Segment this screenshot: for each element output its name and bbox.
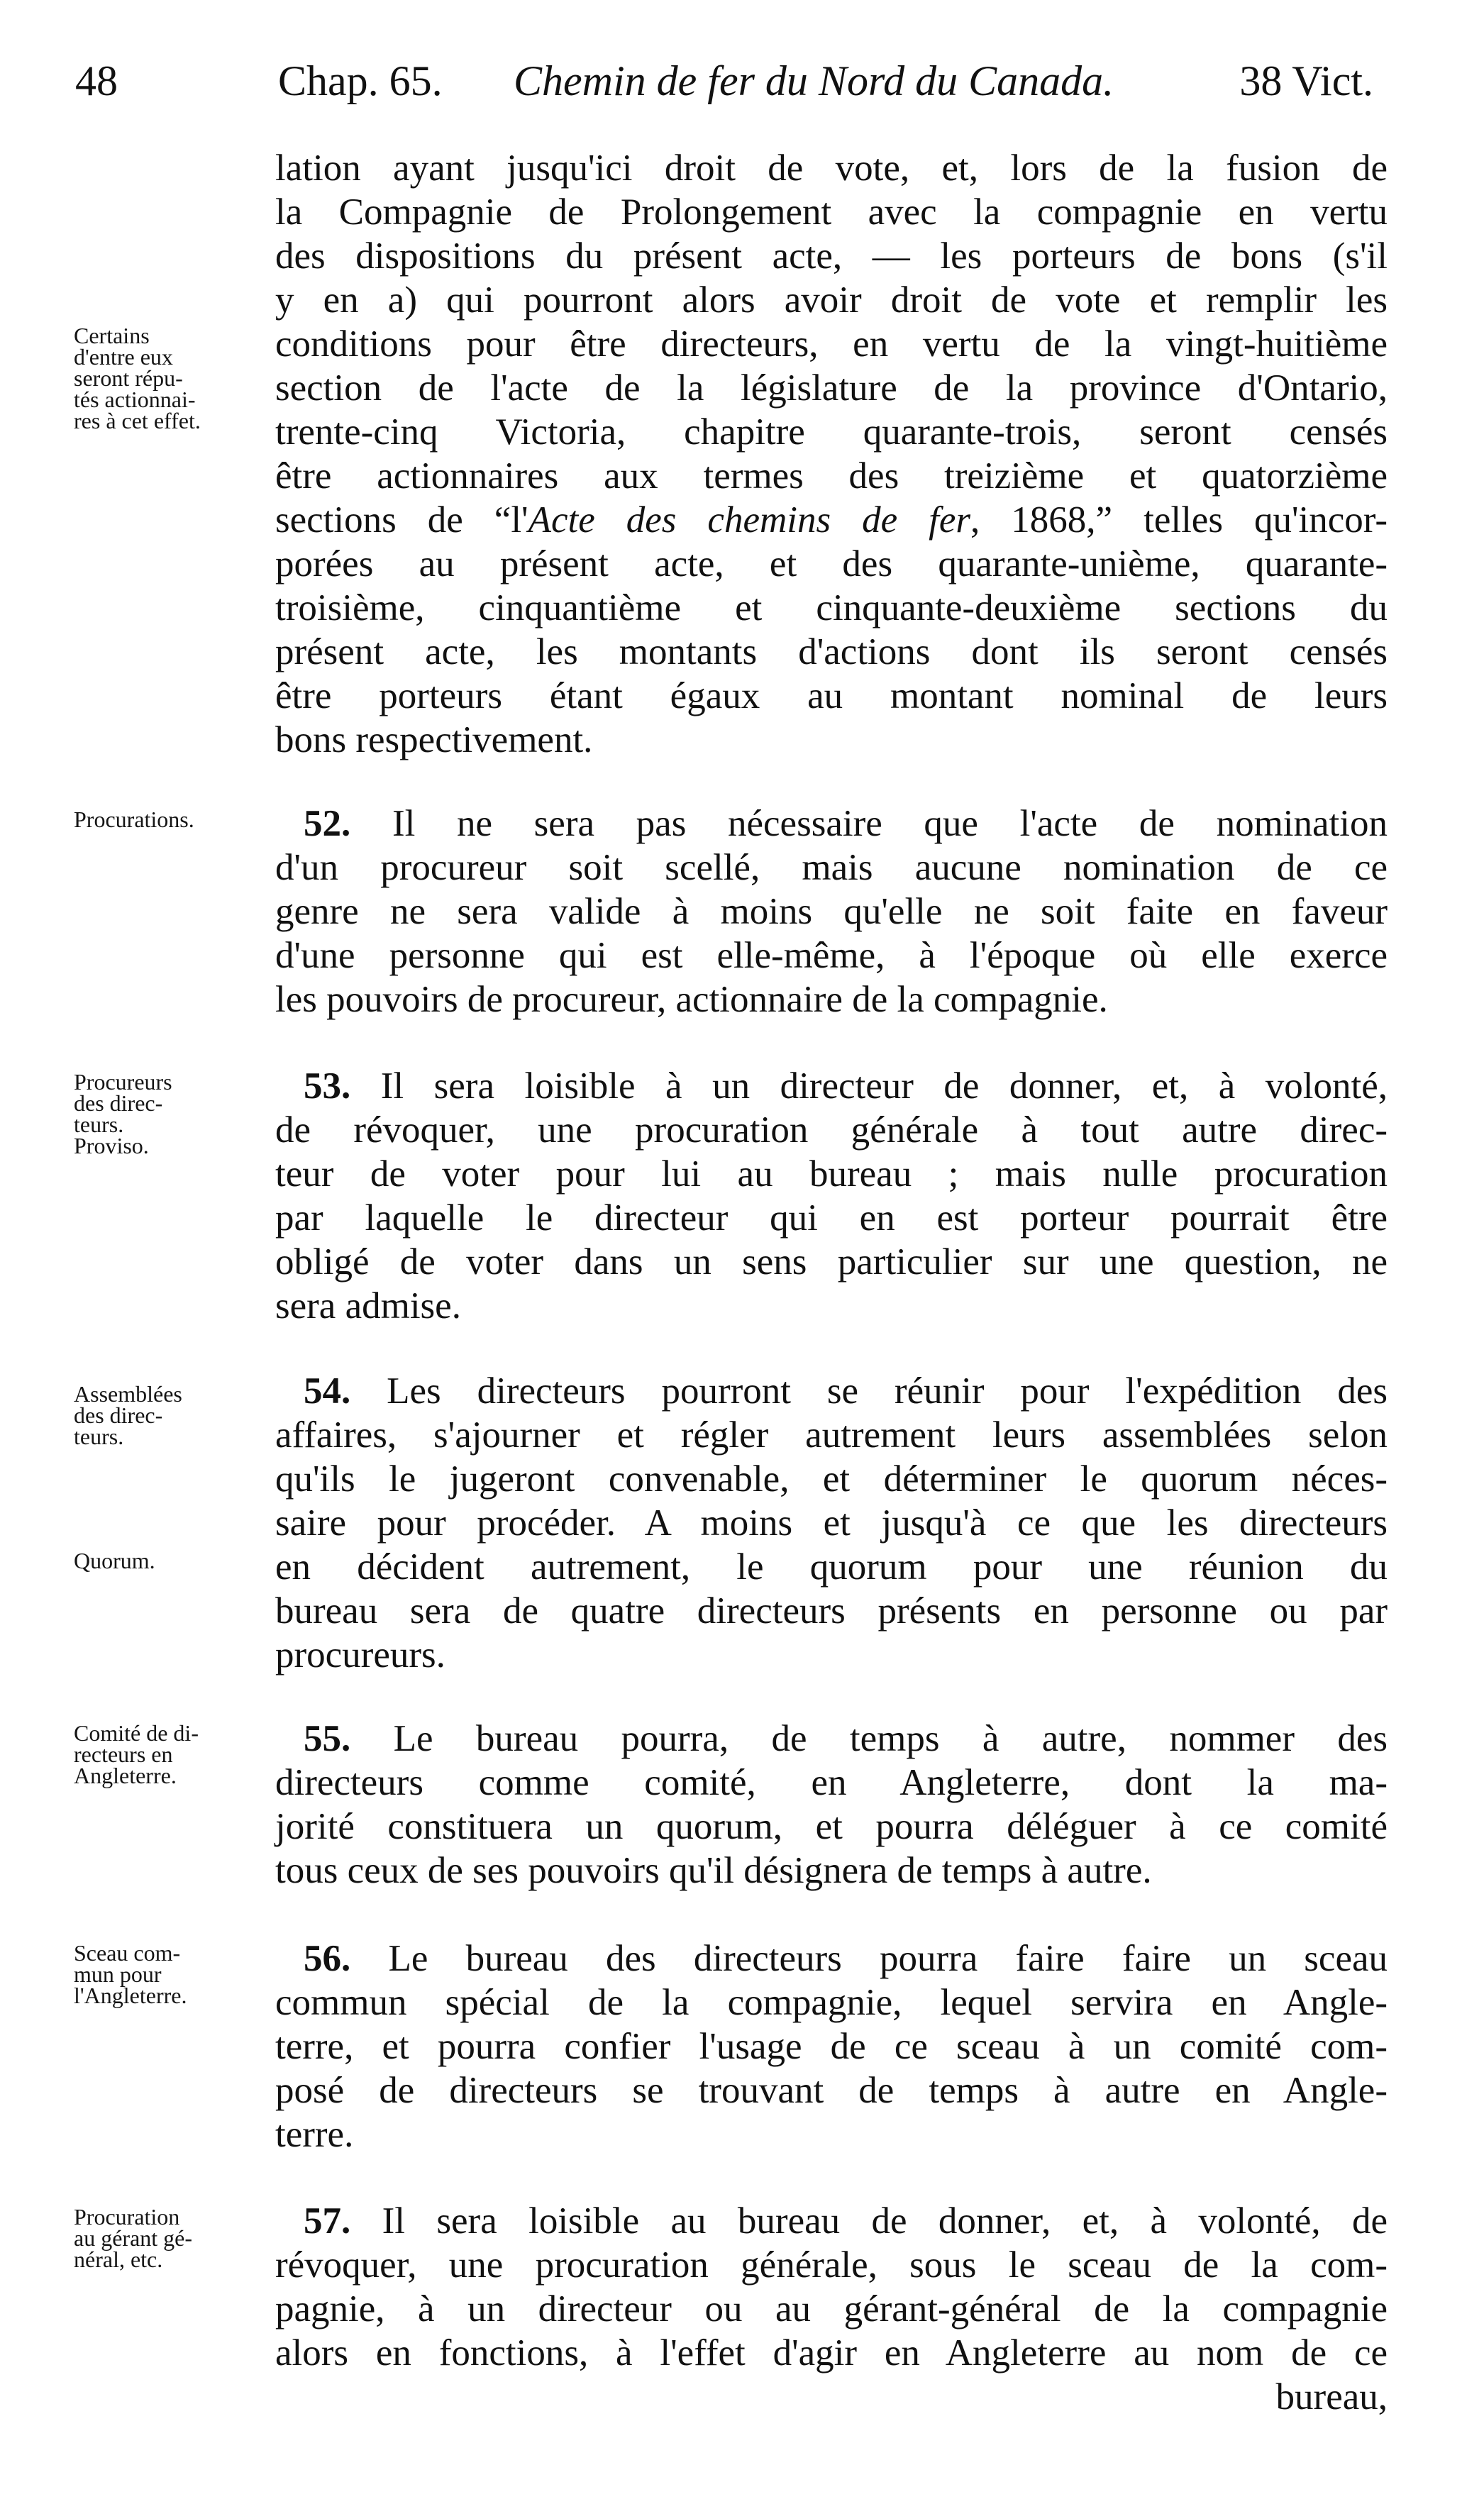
section-53-text <box>275 1064 1388 1328</box>
text-line: tous ceux de ses pouvoirs qu'il désignera de temps à autre. <box>275 1850 1152 1891</box>
margin-note-line: res à cet effet. <box>74 408 201 433</box>
section-number: 56. <box>304 1938 351 1979</box>
text-line: section de l'acte de la législature de la province d'Ontario, <box>275 367 1388 409</box>
text-line: conditions pour être directeurs, en vertu de la vingt-huitième <box>275 323 1388 365</box>
text-line: genre ne sera valide à moins qu'elle ne soit faite en faveur <box>275 891 1388 932</box>
text-line: d'une personne qui est elle-même, à l'époque où elle exerce <box>275 935 1388 976</box>
margin-note-line: l'Angleterre. <box>74 1983 187 2008</box>
text-line: trente-cinq Victoria, chapitre quarante-trois, seront censés <box>275 411 1388 453</box>
text-line <box>275 1937 1388 1981</box>
text-line <box>275 802 1388 846</box>
text-line: bons respectivement. <box>275 719 593 760</box>
section-number: 54. <box>304 1370 351 1412</box>
text-segment: Il sera loisible au bureau de donner, et, à volonté, de <box>382 2200 1388 2242</box>
text-line: troisième, cinquantième et cinquante-deuxième sections du <box>275 587 1388 628</box>
margin-note-line: Quorum. <box>74 1548 155 1573</box>
text-line <box>275 1369 1388 1413</box>
margin-note-line: Angleterre. <box>74 1763 177 1788</box>
margin-note-line: teurs. <box>74 1424 124 1449</box>
margin-note-line: seront répu- <box>74 365 183 391</box>
text-line: en décident autrement, le quorum pour une réunion du <box>275 1546 1388 1588</box>
margin-note-line: mun pour <box>74 1961 162 1987</box>
text-line: lation ayant jusqu'ici droit de vote, et, lors de la fusion de <box>275 148 1388 189</box>
text-line: pagnie, à un directeur ou au gérant-général de la compagnie <box>275 2288 1388 2330</box>
margin-note <box>74 1722 279 1786</box>
text-segment: , 1868,” telles qu'incor- <box>970 499 1388 541</box>
act-title: Acte des chemins de fer <box>528 499 971 541</box>
margin-note <box>74 325 279 431</box>
text-line <box>275 2199 1388 2243</box>
margin-note <box>74 2206 279 2270</box>
page-number: 48 <box>75 57 118 104</box>
text-line: procureurs. <box>275 1634 445 1676</box>
text-segment: sections de “l' <box>275 499 528 541</box>
text-line: y en a) qui pourront alors avoir droit de vote et remplir les <box>275 279 1388 321</box>
text-line: être actionnaires aux termes des treizième et quatorzième <box>275 455 1388 497</box>
margin-note-line: Procurations. <box>74 807 194 832</box>
header-title: Chemin de fer du Nord du Canada. <box>514 57 1114 104</box>
section-number: 55. <box>304 1718 351 1759</box>
text-line: être porteurs étant égaux au montant nominal de leurs <box>275 675 1388 716</box>
margin-note-line: teurs. <box>74 1112 124 1137</box>
text-line: saire pour procéder. A moins et jusqu'à ce que les directeurs <box>275 1502 1388 1544</box>
text-line: jorité constituera un quorum, et pourra déléguer à ce comité <box>275 1806 1388 1847</box>
margin-note <box>74 1383 279 1447</box>
text-line: porées au présent acte, et des quarante-unième, quarante- <box>275 543 1388 585</box>
text-line: posé de directeurs se trouvant de temps à autre en Angle- <box>275 2070 1388 2111</box>
text-segment: Le bureau pourra, de temps à autre, nommer des <box>393 1718 1388 1759</box>
section-number: 53. <box>304 1065 351 1107</box>
text-line: des dispositions du présent acte, — les porteurs de bons (s'il <box>275 236 1388 277</box>
margin-note <box>74 1550 279 1571</box>
text-line: les pouvoirs de procureur, actionnaire de la compagnie. <box>275 979 1108 1020</box>
text-line: la Compagnie de Prolongement avec la compagnie en vertu <box>275 192 1388 233</box>
text-line: teur de voter pour lui au bureau ; mais nulle procuration <box>275 1153 1388 1195</box>
margin-note-line: d'entre eux <box>74 344 173 370</box>
regnal-year: 38 Vict. <box>1239 57 1373 104</box>
margin-note-line: Assemblées <box>74 1381 182 1407</box>
margin-note-line: des direc- <box>74 1090 163 1116</box>
margin-note-line: recteurs en <box>74 1741 173 1767</box>
margin-note-line: des direc- <box>74 1402 163 1428</box>
text-line: alors en fonctions, à l'effet d'agir en Angleterre au nom de ce <box>275 2332 1388 2374</box>
section-number: 52. <box>304 803 351 844</box>
text-line: commun spécial de la compagnie, lequel servira en Angle- <box>275 1982 1388 2023</box>
margin-note-line: Procuration <box>74 2204 180 2230</box>
chapter-label: Chap. 65. <box>278 57 443 104</box>
text-line: terre. <box>275 2114 354 2155</box>
margin-note-line: Sceau com- <box>74 1940 181 1966</box>
text-segment: Il sera loisible à un directeur de donner, et, à volonté, <box>380 1065 1388 1107</box>
margin-note <box>74 1942 279 2006</box>
text-line: affaires, s'ajourner et régler autrement leurs assemblées selon <box>275 1414 1388 1456</box>
section-54-text <box>275 1369 1388 1677</box>
text-line: bureau sera de quatre directeurs présents en personne ou par <box>275 1590 1388 1632</box>
text-line: obligé de voter dans un sens particulier sur une question, ne <box>275 1241 1388 1283</box>
text-line <box>275 1717 1388 1761</box>
margin-note-line: tés actionnai- <box>74 387 196 412</box>
text-line: d'un procureur soit scellé, mais aucune nomination de ce <box>275 847 1388 888</box>
text-line: par laquelle le directeur qui en est porteur pourrait être <box>275 1197 1388 1239</box>
section-57-text <box>275 2199 1388 2419</box>
section-52-text <box>275 802 1388 1021</box>
margin-note-line: néral, etc. <box>74 2247 163 2272</box>
catchword: bureau, <box>1275 2376 1388 2417</box>
section-51-text <box>275 146 1388 762</box>
text-line: de révoquer, une procuration générale à tout autre direc- <box>275 1109 1388 1151</box>
margin-note-line: Certains <box>74 323 150 348</box>
text-segment: Les directeurs pourront se réunir pour l'expédition des <box>387 1370 1388 1412</box>
running-header <box>0 52 1484 109</box>
margin-note <box>74 809 279 830</box>
text-line: terre, et pourra confier l'usage de ce sceau à un comité com- <box>275 2026 1388 2067</box>
text-line: sera admise. <box>275 1285 461 1326</box>
text-line: révoquer, une procuration générale, sous le sceau de la com- <box>275 2244 1388 2286</box>
text-line: qu'ils le jugeront convenable, et déterminer le quorum néces- <box>275 1458 1388 1500</box>
section-55-text <box>275 1717 1388 1893</box>
margin-note-line: au gérant gé- <box>74 2225 193 2251</box>
text-line <box>275 498 1388 542</box>
margin-note-line: Procureurs <box>74 1069 172 1095</box>
margin-note-line: Comité de di- <box>74 1720 199 1746</box>
margin-note-line: Proviso. <box>74 1133 149 1158</box>
text-segment: Il ne sera pas nécessaire que l'acte de nomination <box>392 803 1388 844</box>
section-number: 57. <box>304 2200 351 2242</box>
text-segment: Le bureau des directeurs pourra faire faire un sceau <box>388 1938 1388 1979</box>
margin-note <box>74 1071 279 1156</box>
text-line: directeurs comme comité, en Angleterre, dont la ma- <box>275 1762 1388 1803</box>
text-line <box>275 1064 1388 1108</box>
section-56-text <box>275 1937 1388 2156</box>
text-line: présent acte, les montants d'actions dont ils seront censés <box>275 631 1388 672</box>
